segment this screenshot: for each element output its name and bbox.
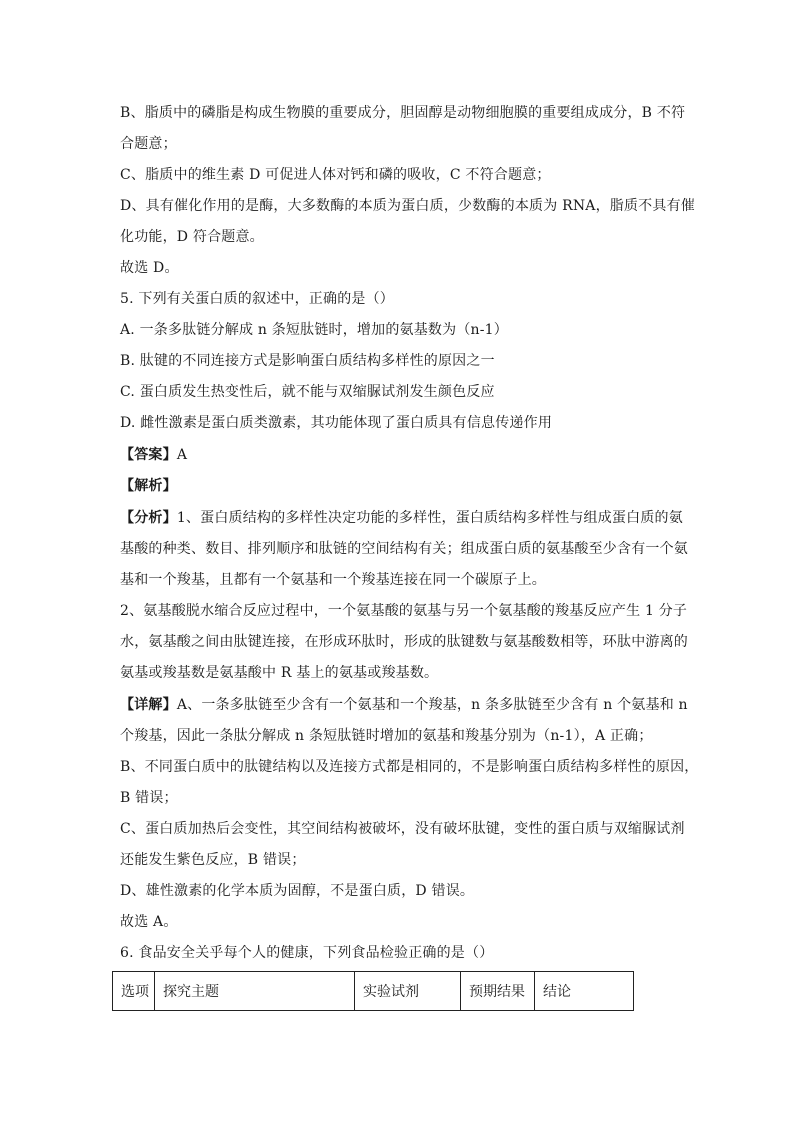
- table-header-cell: 预期结果: [461, 972, 535, 1011]
- analysis-tag: 【分析】: [120, 510, 177, 526]
- detail-line: D、雄性激素的化学本质为固醇，不是蛋白质，D 错误。: [120, 883, 475, 899]
- detail-text: A、一条多肽链至少含有一个氨基和一个羧基，n 条多肽链至少含有 n 个氨基和 n: [176, 697, 688, 713]
- detail-line: [120, 696, 688, 714]
- detail-line: B 错误；: [120, 790, 178, 806]
- detail-line: 故选 A。: [120, 914, 178, 930]
- answer-value: A: [176, 447, 188, 463]
- text-line: 化功能，D 符合题意。: [120, 229, 264, 245]
- detail-line: 还能发生紫色反应，B 错误；: [120, 852, 306, 868]
- answer-tag: 【答案】: [120, 447, 177, 463]
- analysis-line: 基和一个羧基，且都有一个氨基和一个羧基连接在同一个碳原子上。: [120, 572, 546, 588]
- detail-line: C、蛋白质加热后会变性，其空间结构被破坏，没有破坏肽键，变性的蛋白质与双缩脲试剂: [120, 821, 685, 837]
- analysis-heading: 【解析】: [120, 478, 177, 494]
- table-header-cell: 选项: [113, 972, 155, 1011]
- table-header-cell: 实验试剂: [355, 972, 461, 1011]
- text-line: D、具有催化作用的是酶，大多数酶的本质为蛋白质，少数酶的本质为 RNA，脂质不具有催: [120, 198, 695, 214]
- text-line: 故选 D。: [120, 260, 179, 276]
- detail-tag: 【详解】: [120, 697, 177, 713]
- question-6-stem: 6. 食品安全关乎每个人的健康，下列食品检验正确的是（）: [120, 945, 494, 961]
- analysis-text: 1、蛋白质结构的多样性决定功能的多样性，蛋白质结构多样性与组成蛋白质的氨: [176, 510, 683, 526]
- analysis-line: 水，氨基酸之间由肽键连接，在形成环肽时，形成的肽键数与氨基酸数相等，环肽中游离的: [120, 634, 688, 650]
- text-line: C、脂质中的维生素 D 可促进人体对钙和磷的吸收，C 不符合题意；: [120, 167, 551, 183]
- option-d: D. 雌性激素是蛋白质类激素，其功能体现了蛋白质具有信息传递作用: [120, 415, 553, 431]
- option-a: A. 一条多肽链分解成 n 条短肽链时，增加的氨基数为（n-1）: [120, 322, 508, 338]
- options-table: [112, 971, 634, 1011]
- table-header-row: [113, 972, 634, 1011]
- answer-line: [120, 446, 187, 464]
- table-header-cell: 探究主题: [155, 972, 355, 1011]
- analysis-line: 2、氨基酸脱水缩合反应过程中，一个氨基酸的氨基与另一个氨基酸的羧基反应产生 1 分子: [120, 603, 688, 619]
- analysis-line: 氨基或羧基数是氨基酸中 R 基上的氨基或羧基数。: [120, 665, 439, 681]
- text-line: B、脂质中的磷脂是构成生物膜的重要成分，胆固醇是动物细胞膜的重要组成成分，B 不符: [120, 105, 686, 121]
- detail-line: 个羧基，因此一条肽分解成 n 条短肽链时增加的氨基和羧基分别为（n-1），A 正确；: [120, 728, 653, 744]
- option-b: B. 肽键的不同连接方式是影响蛋白质结构多样性的原因之一: [120, 353, 495, 369]
- table-header-cell: 结论: [535, 972, 634, 1011]
- analysis-line: 基酸的种类、数目、排列顺序和肽链的空间结构有关；组成蛋白质的氨基酸至少含有一个氨: [120, 541, 688, 557]
- option-c: C. 蛋白质发生热变性后，就不能与双缩脲试剂发生颜色反应: [120, 384, 495, 400]
- detail-line: B、不同蛋白质中的肽键结构以及连接方式都是相同的，不是影响蛋白质结构多样性的原因，: [120, 759, 699, 775]
- question-5-stem: 5. 下列有关蛋白质的叙述中，正确的是（）: [120, 291, 395, 307]
- analysis-line: [120, 509, 683, 527]
- text-line: 合题意；: [120, 136, 177, 152]
